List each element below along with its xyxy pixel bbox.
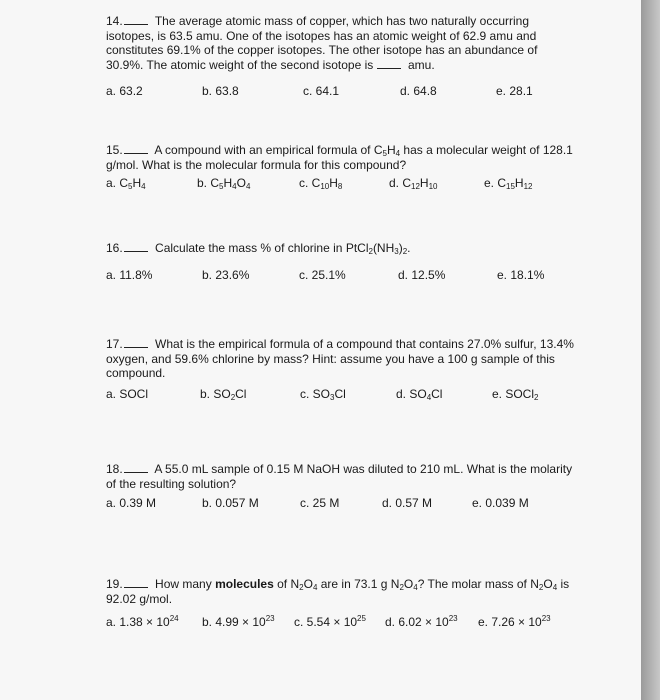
- option-c[interactable]: c. 25.1%: [299, 267, 346, 282]
- options-row: [106, 387, 576, 403]
- option-a[interactable]: a. $1.38 \times 10^{24}$: [106, 614, 179, 630]
- option-e[interactable]: e. SOCl$_2$: [492, 386, 539, 402]
- answer-blank[interactable]: [124, 241, 148, 252]
- question-17: [106, 337, 576, 403]
- option-d[interactable]: d. $C_{12}H_{10}$: [389, 176, 438, 192]
- question-15: [106, 143, 576, 192]
- question-number: 15.: [106, 143, 123, 157]
- options-row: [106, 615, 576, 631]
- question-text-tail: amu.: [407, 57, 435, 72]
- option-c[interactable]: c. 64.1: [303, 84, 340, 99]
- formula: $N_2O_4$: [530, 577, 558, 592]
- question-number: 19.: [106, 577, 123, 591]
- answer-blank[interactable]: [124, 462, 148, 473]
- option-a[interactable]: a. 11.8%: [106, 267, 153, 282]
- option-e[interactable]: e. 28.1: [496, 84, 533, 99]
- question-18: [106, 462, 576, 512]
- option-b[interactable]: b. 63.8: [202, 84, 239, 99]
- question-text: of: [277, 577, 288, 591]
- question-16: [106, 241, 576, 284]
- option-b[interactable]: b. 23.6%: [202, 267, 250, 282]
- option-a[interactable]: a. 0.39 M: [106, 496, 157, 511]
- option-a[interactable]: a. $C_5H_4$: [106, 176, 146, 192]
- option-e[interactable]: e. 18.1%: [497, 267, 545, 282]
- answer-blank[interactable]: [124, 14, 148, 25]
- question-text: A compound with an empirical formula of: [154, 143, 371, 157]
- formula: $N_2O_4$: [390, 577, 418, 592]
- answer-blank[interactable]: [124, 337, 148, 348]
- question-16-stem: [106, 241, 576, 256]
- question-text: is 92.02 g/mol.: [106, 577, 570, 606]
- option-e[interactable]: e. 0.039 M: [472, 496, 529, 511]
- question-19-stem: [106, 577, 576, 606]
- inline-blank[interactable]: [377, 58, 401, 69]
- options-row: [106, 84, 576, 100]
- formula: $N_2O_4$: [290, 577, 318, 592]
- question-text: How many: [155, 577, 212, 591]
- formula: $C_5H_4$: [373, 143, 401, 158]
- question-text-cont: has a molecular weight of 128.1 g/mol. What is the molecular formula for this compound?: [106, 143, 573, 172]
- question-number: 18.: [106, 462, 123, 476]
- option-e[interactable]: e. $C_{15}H_{12}$: [484, 176, 533, 192]
- question-text: What is the empirical formula of a compound that contains 27.0% sulfur, 13.4% oxygen, and 59.6% chlorine by mass? Hint: assume you have a 100 g sample of this compound.: [106, 337, 574, 381]
- options-row: [106, 268, 576, 284]
- question-number: 14.: [106, 14, 123, 28]
- option-b[interactable]: b. $4.99 \times 10^{23}$: [202, 614, 275, 630]
- emphasis-text: molecules: [215, 577, 274, 591]
- answer-blank[interactable]: [124, 143, 148, 154]
- option-e[interactable]: e. $7.26 \times 10^{23}$: [478, 614, 551, 630]
- question-14-stem: [106, 14, 576, 72]
- question-text: Calculate the mass % of chlorine in: [155, 241, 343, 255]
- question-18-stem: [106, 462, 576, 491]
- question-number: 17.: [106, 337, 123, 351]
- question-15-stem: [106, 143, 576, 172]
- option-b[interactable]: b. $SO_2Cl$: [200, 386, 247, 402]
- question-number: 16.: [106, 241, 123, 255]
- option-c[interactable]: c. 25 M: [300, 496, 340, 511]
- question-19: [106, 577, 576, 631]
- option-a[interactable]: a. 63.2: [106, 84, 143, 99]
- question-text: A 55.0 mL sample of 0.15 M NaOH was diluted to 210 mL. What is the molarity of the resulting solution?: [106, 462, 573, 491]
- option-b[interactable]: b. $C_5H_4O_4$: [197, 176, 251, 192]
- option-c[interactable]: c. $5.54 \times 10^{25}$: [294, 614, 366, 630]
- page-edge-shadow: [641, 0, 660, 700]
- question-text: ? The molar mass of: [417, 577, 527, 591]
- option-b[interactable]: b. 0.057 M: [202, 496, 259, 511]
- options-row: [106, 496, 576, 512]
- options-row: [106, 176, 576, 192]
- option-c[interactable]: c. $SO_3Cl$: [300, 386, 346, 402]
- question-17-stem: [106, 337, 576, 381]
- formula: $PtCl_2(NH_3)_2$.: [345, 241, 411, 256]
- option-a[interactable]: a. SOCl: [106, 386, 149, 401]
- option-d[interactable]: d. $SO_4Cl$: [396, 386, 443, 402]
- option-c[interactable]: c. $C_{10}H_8$: [299, 176, 343, 192]
- question-text: are in 73.1 g: [320, 577, 388, 591]
- question-14: [106, 14, 576, 100]
- option-d[interactable]: d. $6.02 \times 10^{23}$: [385, 614, 458, 630]
- answer-blank[interactable]: [124, 577, 148, 588]
- option-d[interactable]: d. 12.5%: [398, 267, 446, 282]
- option-d[interactable]: d. 0.57 M: [382, 496, 433, 511]
- question-text: The average atomic mass of copper, which has two naturally occurring isotopes, is 63.5 amu. One of the isotopes has an atomic weight of 62.9 amu and constitutes 69.1% of the copper isotopes. The other isotope has an abundance of 30.9%. The atomic weight of the second isotope is: [106, 14, 538, 72]
- option-d[interactable]: d. 64.8: [400, 84, 437, 99]
